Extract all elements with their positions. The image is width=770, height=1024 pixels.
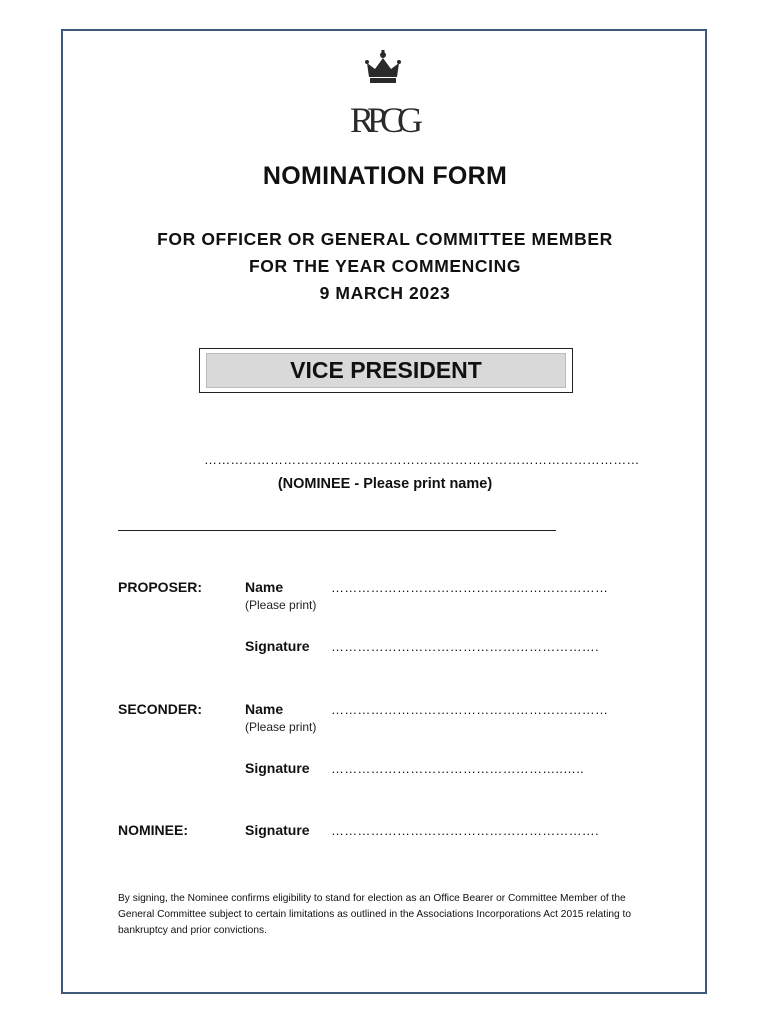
proposer-name-label: Name (245, 579, 284, 595)
seconder-label: SECONDER: (118, 701, 203, 717)
seconder-name-field[interactable]: ……………………………………………………… (331, 702, 609, 717)
nominee-label: NOMINEE: (118, 822, 188, 838)
nominee-name-caption: (NOMINEE - Please print name) (277, 476, 493, 492)
nominee-signature-label: Signature (245, 822, 310, 838)
nominee-name-line[interactable]: ……………………………………………………………………………………… (204, 452, 640, 467)
proposer-name-hint: (Please print) (245, 598, 317, 612)
proposer-signature-field[interactable]: ……………………………………………………. (331, 639, 599, 654)
logo-monogram: RPCG (349, 100, 417, 140)
seconder-signature-label: Signature (245, 760, 310, 776)
position-title: VICE PRESIDENT (206, 353, 566, 388)
position-box (199, 348, 573, 393)
subtitle-line-2: FOR THE YEAR COMMENCING (248, 256, 522, 276)
proposer-label: PROPOSER: (118, 579, 203, 595)
logo (338, 46, 428, 138)
proposer-signature-label: Signature (245, 638, 310, 654)
crown-icon (365, 50, 401, 83)
divider (118, 530, 556, 531)
subtitle-line-1: FOR OFFICER OR GENERAL COMMITTEE MEMBER (157, 229, 613, 249)
subtitle-line-3: 9 MARCH 2023 (319, 283, 451, 303)
eligibility-note: By signing, the Nominee confirms eligibility to stand for election as an Office Bearer or Committee Member of the General Committee subject to certain limitations as outlined in the Associations Incorporations Act 2015 relating to bankruptcy and prior convictions. (118, 893, 632, 936)
seconder-name-label: Name (245, 701, 284, 717)
seconder-name-hint: (Please print) (245, 720, 317, 734)
seconder-signature-field[interactable]: ……………………………………………..….. (331, 761, 584, 776)
proposer-name-field[interactable]: ……………………………………………………… (331, 580, 609, 595)
nominee-signature-field[interactable]: ……………………………………………………. (331, 823, 599, 838)
page-title: NOMINATION FORM (262, 162, 508, 190)
